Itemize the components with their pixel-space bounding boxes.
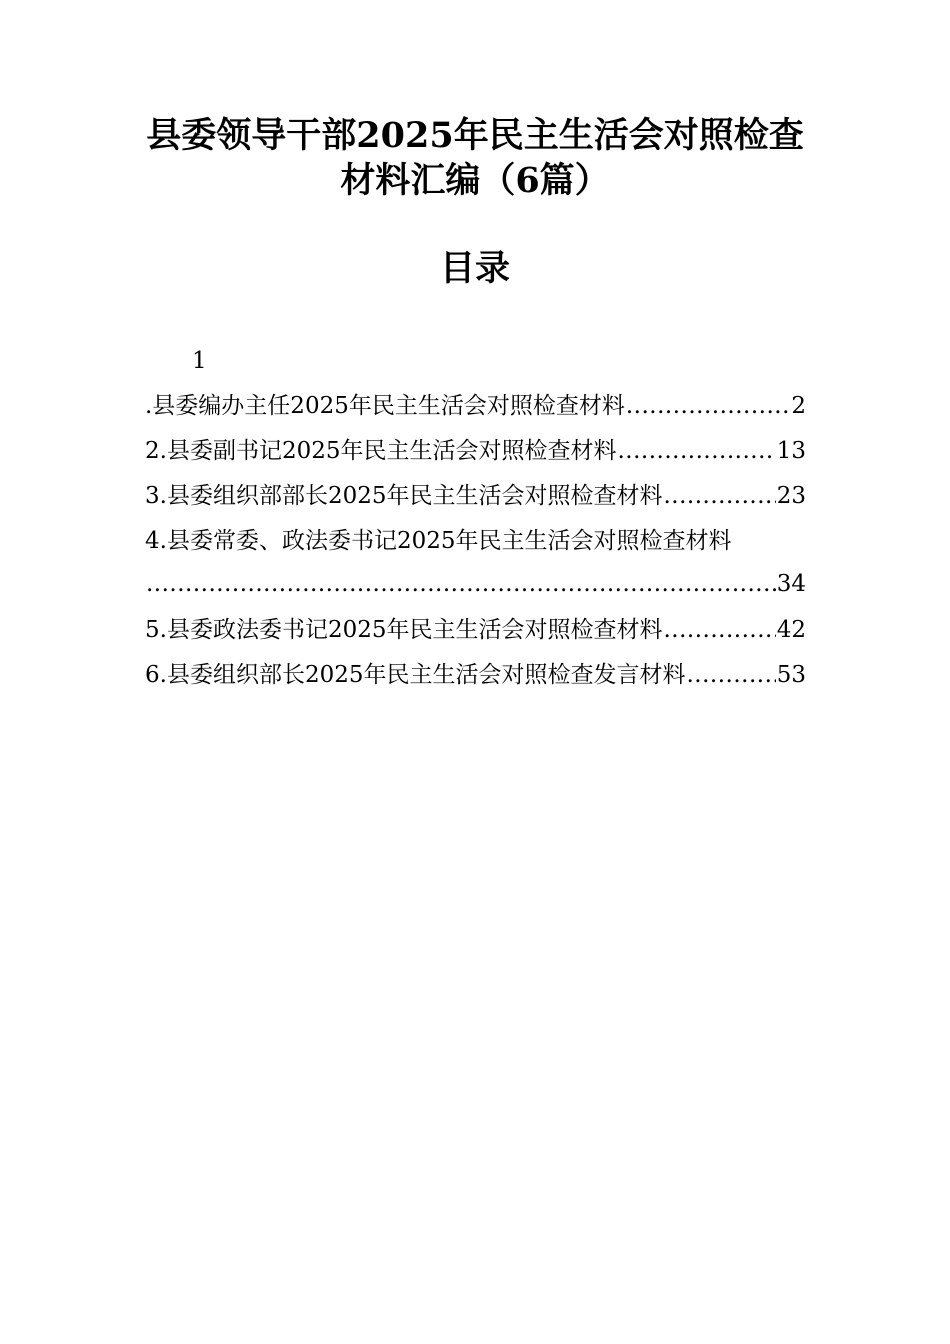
toc-entry-label: 6.县委组织部长2025年民主生活会对照检查发言材料 [145,662,686,688]
toc-leader-dots [686,658,775,692]
toc-entry-page: 42 [776,617,806,643]
toc-entry-2[interactable] [145,434,806,468]
toc-entry-page: 13 [776,438,806,464]
toc-entry-label: 3.县委组织部部长2025年民主生活会对照检查材料 [145,483,663,509]
toc-entry-6[interactable] [145,658,806,692]
toc-entry-label: .县委编办主任2025年民主生活会对照检查材料 [145,393,625,419]
toc-leader-dots [626,389,791,423]
toc-leader-dots [663,613,775,647]
toc-entry-page: 53 [776,662,806,688]
toc-entry-5[interactable] [145,613,806,647]
toc-leader-dots [663,479,775,513]
toc-entry-page: 2 [791,393,806,419]
toc-entry-label: 2.县委副书记2025年民主生活会对照检查材料 [145,438,617,464]
toc-leader-dots [146,567,776,601]
toc-entry-label: 4.县委常委、政法委书记2025年民主生活会对照检查材料 [145,528,732,554]
toc-entry-1-number: 1 [192,348,207,374]
toc-leader-dots [617,434,775,468]
toc-entry-4[interactable] [145,524,806,558]
document-title-line-1: 县委领导干部2025年民主生活会对照检查 [146,115,804,156]
toc-entry-label: 5.县委政法委书记2025年民主生活会对照检查材料 [145,617,663,643]
toc-entry-page: 23 [776,483,806,509]
toc-entry-3[interactable] [145,479,806,513]
toc-entry-1[interactable] [145,389,806,423]
document-title-line-2: 材料汇编（6篇） [340,160,610,201]
toc-entry-page: 34 [776,571,806,597]
toc-heading: 目录 [439,248,510,289]
toc-entry-4-continuation[interactable] [145,567,806,601]
